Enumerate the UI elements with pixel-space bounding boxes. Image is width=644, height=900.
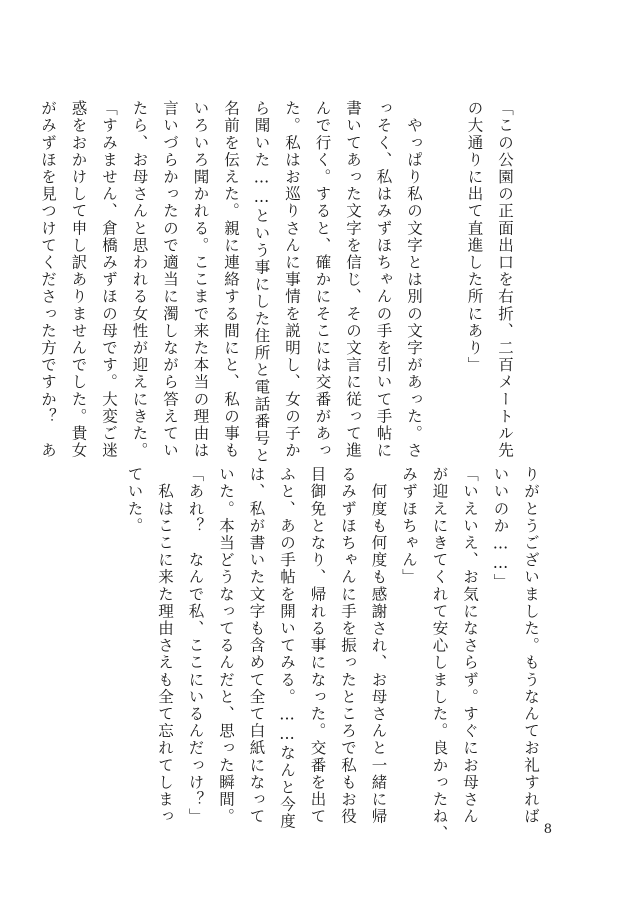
text-line: りがとうございました。もうなんてお礼すれば <box>522 466 540 826</box>
text-line: たら、お母さんと思われる女性が迎えにきた。 <box>130 100 149 460</box>
text-line: いた。本当どうなってるんだと、思った瞬間。 <box>217 466 235 826</box>
text-line: ら聞いた……という事にした住所と電話番号と <box>252 100 271 465</box>
text-line: 名前を伝えた。親に連絡する間にと、私の事も <box>222 100 240 460</box>
text-line: の大通りに出て直進した所にあり」 <box>465 100 484 374</box>
lower-text-block <box>119 466 546 843</box>
text-line: んで行く。すると、確かにそこには交番があっ <box>313 100 332 460</box>
text-line: いいのか……」 <box>491 466 510 591</box>
text-line: みずほちゃん」 <box>400 466 418 586</box>
text-line: 惑をおかけして申し訳ありませんでした。貴女 <box>69 100 88 460</box>
text-line: いろいろ聞かれる。ここまで来た本当の理由は <box>191 100 210 460</box>
text-line: 「この公園の正面出口を右折、二百メートル先 <box>496 100 514 460</box>
text-line: は、私が書いた文字も含めて全て白紙になって <box>247 466 266 826</box>
text-line: やっぱり私の文字とは別の文字があった。さ <box>405 100 423 460</box>
text-line: ていた。 <box>125 466 144 535</box>
text-line: ふと、あの手帖を開いてみる。……なんと今度 <box>278 466 296 831</box>
text-line: が迎えにきてくれて安心しました。良かったね、 <box>430 466 449 843</box>
text-line: 私はここに来た理由さえも全て忘れてしまっ <box>156 466 174 826</box>
text-line: がみずほを見つけてくださった方ですか？ あ <box>39 100 57 460</box>
text-line: るみずほちゃんに手を振ったところで私もお役 <box>339 466 357 826</box>
text-line: 書いてあった文字を信じ、その文言に従って進 <box>344 100 362 460</box>
text-line: 何度も何度も感謝され、お母さんと一緒に帰 <box>369 466 388 826</box>
text-line: っそく、私はみずほちゃんの手を引いて手帖に <box>374 100 393 460</box>
text-line: 言いづらかったので適当に濁しながら答えてい <box>161 100 179 460</box>
text-line: た。私はお巡りさんに事情を説明し、女の子か <box>283 100 301 460</box>
text-line: 「いえいえ、お気になさらず。すぐにお母さん <box>461 466 479 826</box>
paragraph-gap <box>429 100 459 445</box>
text-line: 「あれ？ なんで私、ここにいるんだっけ？」 <box>186 466 205 826</box>
upper-text-block <box>33 100 521 465</box>
text-line: 目御免となり、帰れる事になった。交番を出て <box>308 466 327 826</box>
page-number: 8 <box>543 822 552 837</box>
text-line: 「すみません、倉橋みずほの母です。大変ご迷 <box>100 100 118 460</box>
